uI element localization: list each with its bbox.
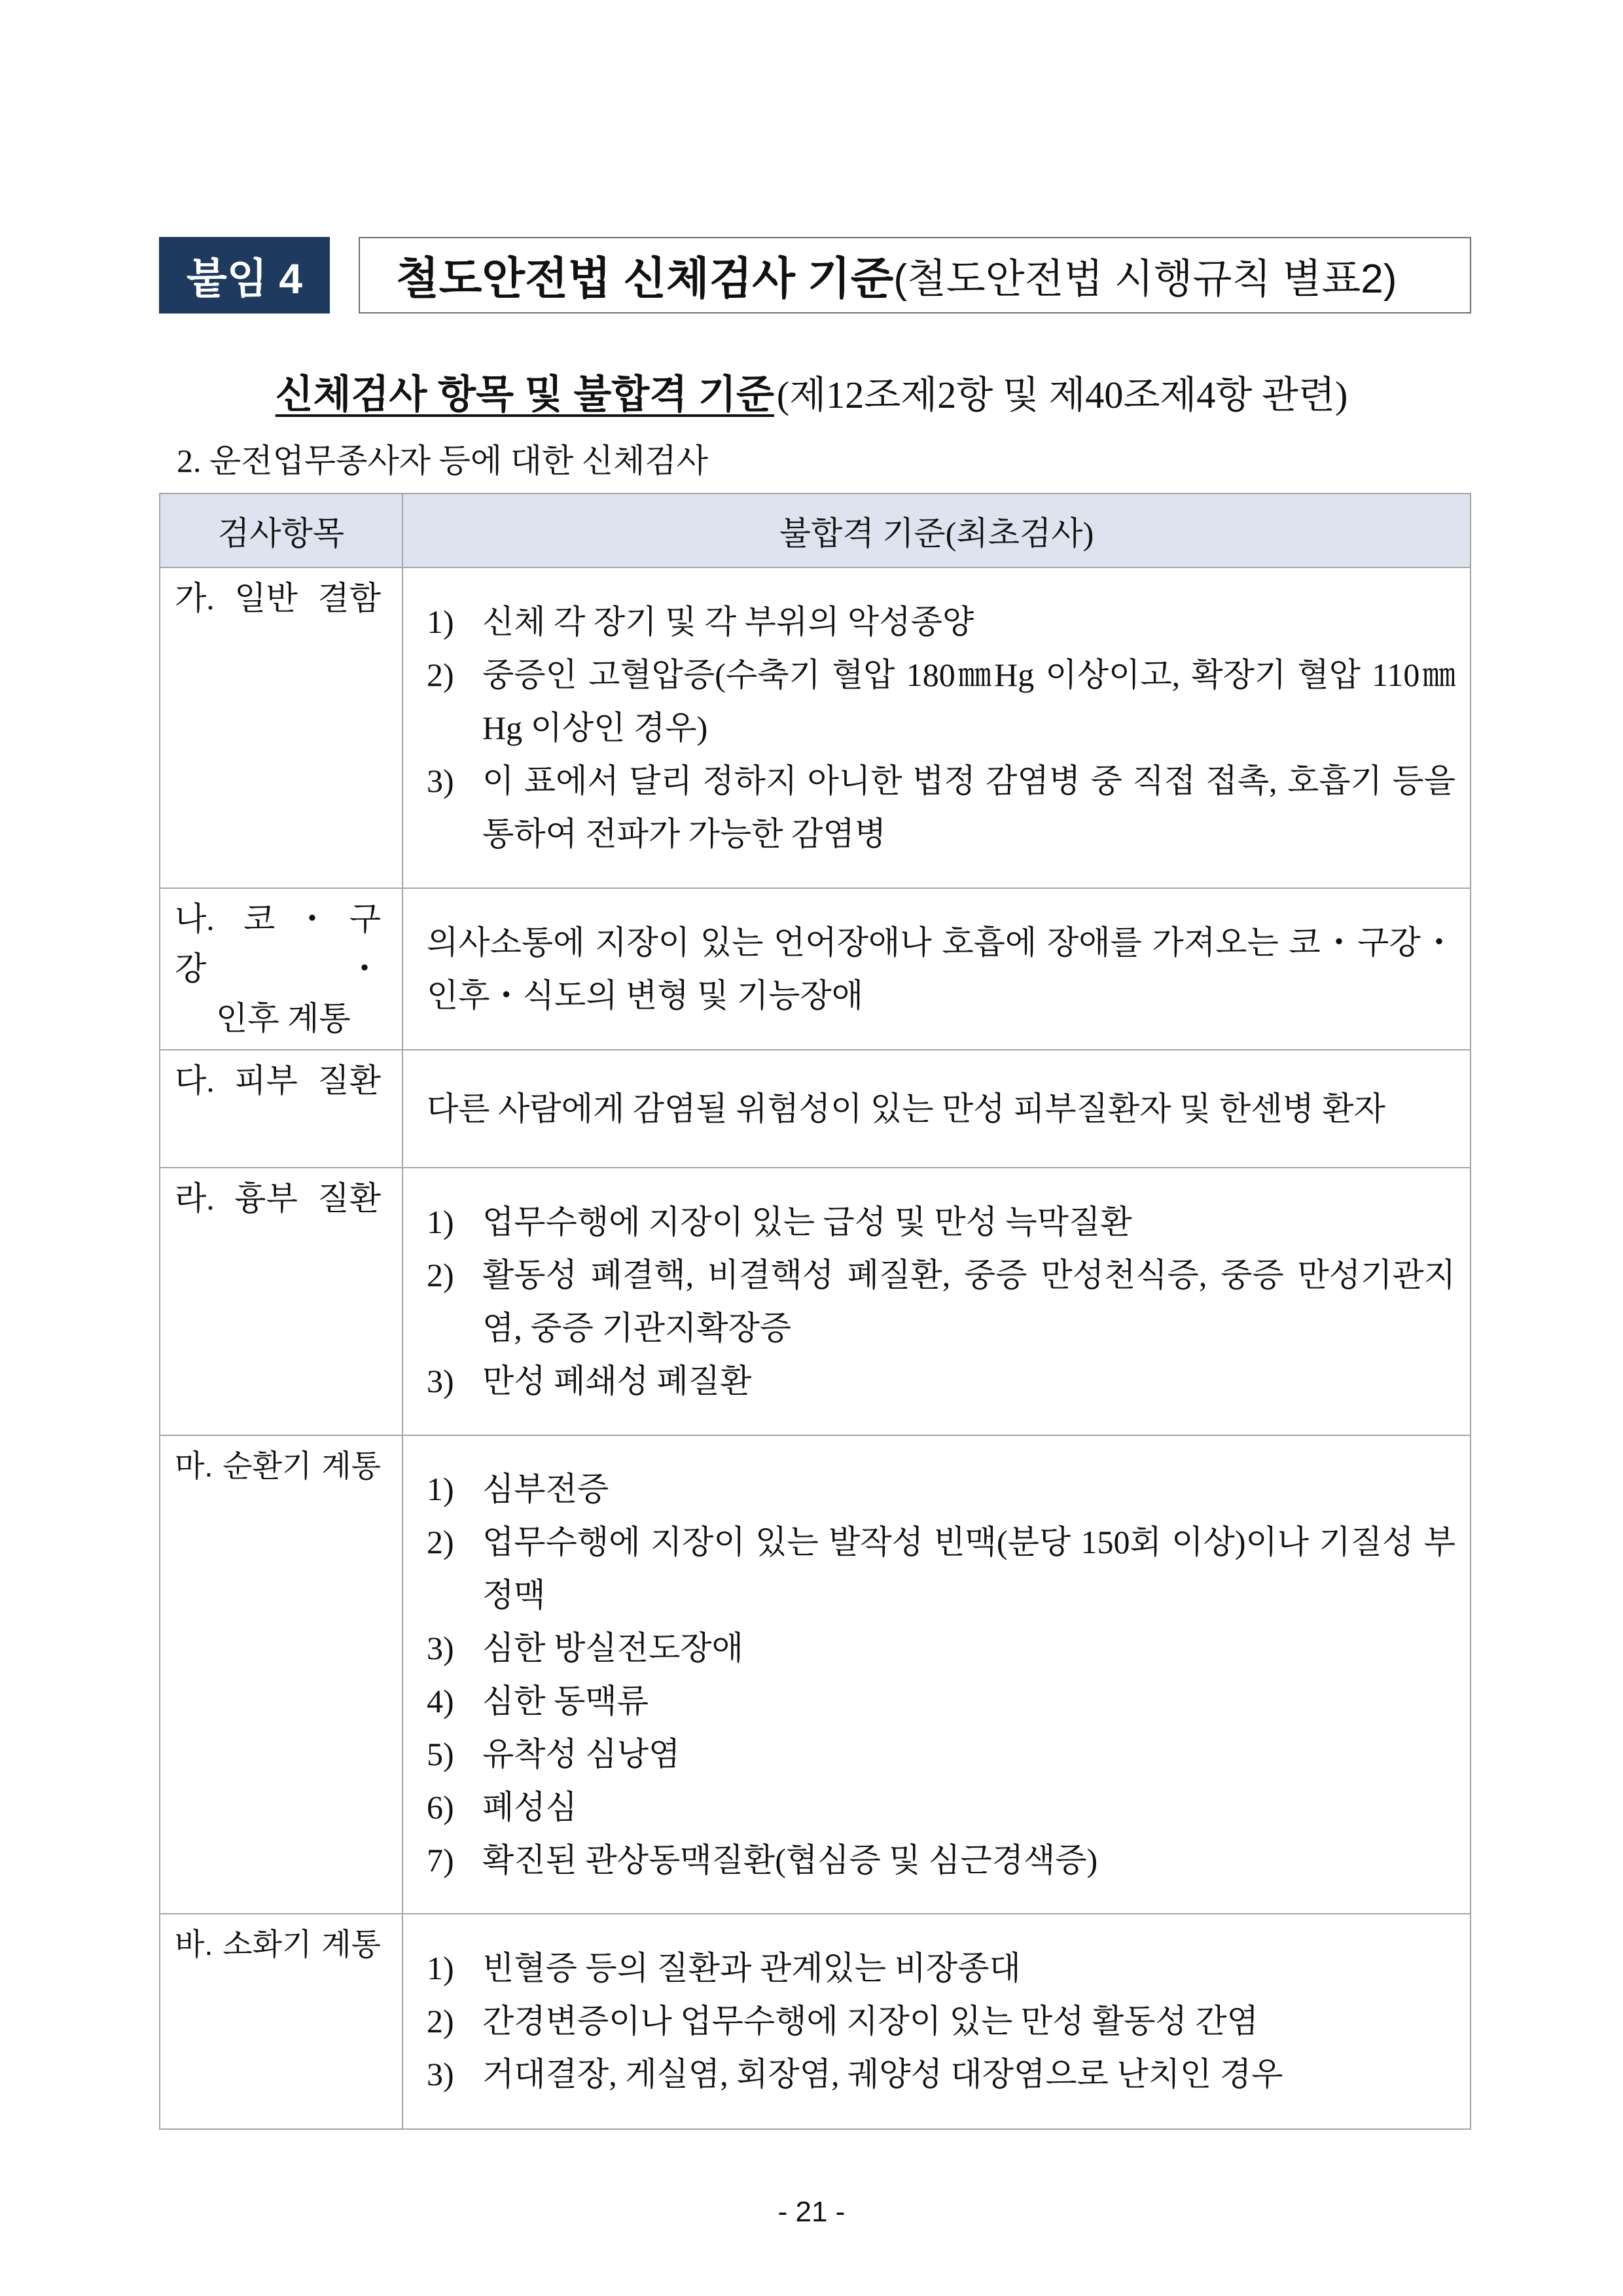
criteria-item	[427, 1942, 1455, 1995]
item-text: 간경변증이나 업무수행에 지장이 있는 만성 활동성 간염	[482, 2003, 1258, 2039]
row-label	[160, 889, 402, 1049]
attachment-badge: 붙임 4	[159, 237, 330, 314]
item-text: 심부전증	[482, 1470, 609, 1507]
item-number: 5)	[427, 1735, 454, 1772]
item-number: 1)	[427, 1203, 454, 1240]
item-number: 7)	[427, 1841, 454, 1878]
item-number: 3)	[427, 1362, 454, 1399]
criteria-item	[427, 649, 1455, 755]
criteria-item	[427, 755, 1455, 861]
criteria-item	[427, 1516, 1455, 1622]
criteria-item	[427, 1834, 1455, 1887]
row-criteria	[403, 1168, 1470, 1435]
item-text: 빈혈증 등의 질환과 관계있는 비장종대	[482, 1950, 1021, 1986]
item-text: 업무수행에 지장이 있는 발작성 빈맥(분당 150회 이상)이나 기질성 부정맥	[482, 1523, 1455, 1613]
item-number: 4)	[427, 1682, 454, 1719]
row-label-text: 라. 흉부 질환	[175, 1180, 381, 1217]
row-label-text: 나. 코・구강・	[175, 901, 381, 987]
item-number: 2)	[427, 1523, 454, 1560]
subtitle-main: 신체검사 항목 및 불합격 기준	[275, 372, 774, 416]
row-label-text: 마. 순환기 계통	[175, 1448, 381, 1483]
item-number: 3)	[427, 1629, 454, 1666]
row-criteria	[403, 889, 1470, 1049]
item-number: 3)	[427, 2056, 454, 2092]
criteria-item	[427, 1675, 1455, 1728]
criteria-item	[427, 1196, 1455, 1249]
item-number: 2)	[427, 656, 454, 693]
criteria-item	[427, 2048, 1455, 2101]
item-text: 활동성 폐결핵, 비결핵성 폐질환, 중증 만성천식증, 중증 만성기관지염, 중증 기관지확장증	[482, 1256, 1455, 1346]
item-text: 폐성심	[482, 1788, 577, 1825]
table-header-item: 검사항목	[160, 494, 402, 567]
item-text: 유착성 심낭염	[482, 1735, 681, 1772]
criteria-item	[427, 1728, 1455, 1781]
row-label-text: 가. 일반 결함	[175, 580, 381, 617]
item-text: 이 표에서 달리 정하지 아니한 법정 감염병 중 직접 접촉, 호흡기 등을 통하여 전파가 가능한 감염병	[482, 762, 1455, 852]
table-header-criteria: 불합격 기준(최초검사)	[403, 494, 1470, 567]
document-title-source: (철도안전법 시행규칙 별표2)	[893, 257, 1397, 302]
row-criteria	[403, 1914, 1470, 2128]
item-number: 6)	[427, 1788, 454, 1825]
item-text: 신체 각 장기 및 각 부위의 악성종양	[482, 603, 974, 640]
row-label	[160, 1914, 402, 2128]
row-label	[160, 1050, 402, 1167]
criteria-item	[427, 1355, 1455, 1408]
section-heading: 2. 운전업무종사자 등에 대한 신체검사	[177, 442, 708, 479]
item-number: 1)	[427, 603, 454, 640]
criteria-item	[427, 1463, 1455, 1516]
item-text: 심한 동맥류	[482, 1682, 649, 1719]
item-number: 2)	[427, 2003, 454, 2039]
item-number: 1)	[427, 1470, 454, 1507]
item-text: 업무수행에 지장이 있는 급성 및 만성 늑막질환	[482, 1203, 1132, 1240]
criteria-item	[427, 1781, 1455, 1834]
row-label-text: 바. 소화기 계통	[175, 1927, 381, 1962]
criteria-item	[427, 1249, 1455, 1355]
row-label-continuation: 인후 계통	[216, 1000, 351, 1037]
subtitle-reference: (제12조제2항 및 제40조제4항 관련)	[776, 374, 1348, 416]
criteria-table	[159, 493, 1471, 2130]
item-number: 3)	[427, 762, 454, 799]
subtitle	[0, 364, 1623, 425]
item-number: 2)	[427, 1256, 454, 1293]
row-criteria	[403, 1436, 1470, 1913]
row-label	[160, 1436, 402, 1913]
criteria-item	[427, 1622, 1455, 1675]
page-number: - 21 -	[777, 2196, 846, 2228]
row-criteria	[403, 568, 1470, 888]
row-label	[160, 1168, 402, 1435]
row-label	[160, 568, 402, 888]
criteria-paragraph: 의사소통에 지장이 있는 언어장애나 호흡에 장애를 가져오는 코・구강・인후・식도의 변형 및 기능장애	[427, 924, 1455, 1014]
item-text: 중증인 고혈압증(수축기 혈압 180㎜Hg 이상이고, 확장기 혈압 110㎜Hg 이상인 경우)	[482, 656, 1455, 746]
item-number: 1)	[427, 1950, 454, 1986]
criteria-item	[427, 596, 1455, 649]
criteria-paragraph: 다른 사람에게 감염될 위험성이 있는 만성 피부질환자 및 한센병 환자	[427, 1090, 1385, 1127]
row-criteria	[403, 1050, 1470, 1167]
title-box	[359, 237, 1471, 314]
item-text: 만성 폐쇄성 폐질환	[482, 1362, 752, 1399]
item-text: 확진된 관상동맥질환(협심증 및 심근경색증)	[482, 1841, 1098, 1878]
item-text: 거대결장, 게실염, 회장염, 궤양성 대장염으로 난치인 경우	[482, 2056, 1283, 2092]
criteria-item	[427, 1995, 1455, 2048]
item-text: 심한 방실전도장애	[482, 1629, 743, 1666]
row-label-text: 다. 피부 질환	[175, 1062, 381, 1099]
document-title: 철도안전법 신체검사 기준	[396, 254, 894, 304]
